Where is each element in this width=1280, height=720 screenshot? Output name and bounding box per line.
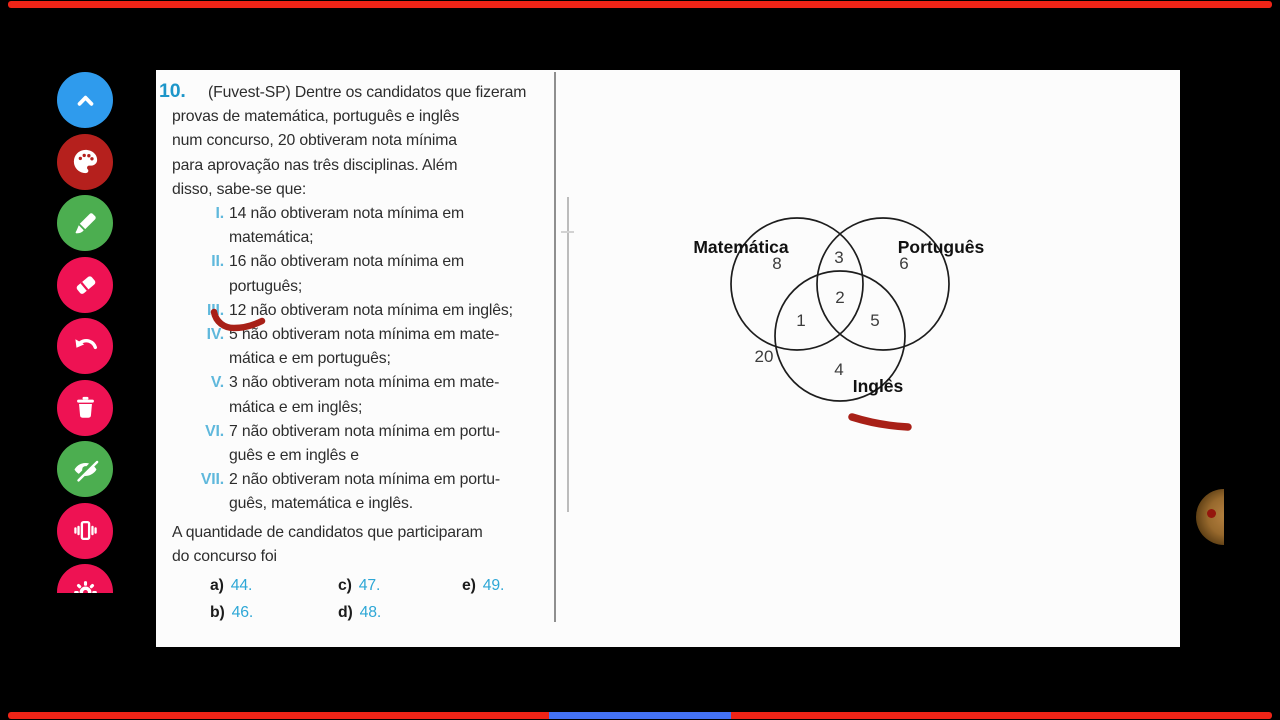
- question-line: A quantidade de candidatos que participaram: [172, 524, 483, 542]
- intro-line: disso, sabe-se que:: [172, 180, 307, 198]
- venn-value-port-ing: 5: [870, 311, 880, 330]
- vibrate-button[interactable]: [57, 503, 113, 559]
- question-line: do concurso foi: [172, 548, 277, 566]
- item-numeral: I.: [215, 205, 224, 223]
- red-pen-mark-ingles: [852, 417, 908, 427]
- brush-tool-button[interactable]: [57, 195, 113, 251]
- intro-line: para aprovação nas três disciplinas. Além: [172, 156, 458, 174]
- undo-icon: [70, 331, 101, 362]
- eraser-icon: [70, 269, 101, 300]
- item-numeral: IV.: [206, 326, 224, 344]
- item-line: guês e em inglês e: [229, 447, 359, 465]
- settings-button-clipped: [57, 564, 113, 593]
- venn-value-mat-ing: 1: [796, 311, 806, 330]
- item-line: 3 não obtiveram nota mínima em mate-: [229, 374, 500, 392]
- option-d: d) 48.: [338, 604, 382, 622]
- venn-value-ing-only: 4: [834, 360, 844, 379]
- option-b: b) 46.: [210, 604, 254, 622]
- item-line: 7 não obtiveram nota mínima em portu-: [229, 422, 501, 440]
- item-numeral: III.: [207, 301, 224, 319]
- item-line: 14 não obtiveram nota mínima em: [229, 205, 465, 223]
- delete-annotations-button[interactable]: [57, 380, 113, 436]
- item-line: matemática;: [229, 229, 314, 247]
- venn-diagram: [156, 70, 1180, 647]
- venn-label-ingles: Inglês: [852, 376, 904, 396]
- chevron-up-icon: [70, 85, 101, 116]
- trash-icon: [70, 392, 101, 423]
- problem-number: 10.: [159, 80, 186, 102]
- undo-button[interactable]: [57, 318, 113, 374]
- venn-value-center: 2: [835, 288, 845, 307]
- option-a: a) 44.: [210, 576, 253, 594]
- hide-annotations-button[interactable]: [57, 441, 113, 497]
- document-page: [156, 70, 1180, 647]
- settings-button[interactable]: [57, 564, 113, 593]
- item-line: mática e em inglês;: [229, 398, 363, 416]
- item-numeral: V.: [210, 374, 224, 392]
- venn-value-outside: 20: [754, 347, 774, 366]
- color-palette-button[interactable]: [57, 134, 113, 190]
- item-numeral: VII.: [200, 471, 224, 489]
- collapse-toolbar-button[interactable]: [57, 72, 113, 128]
- intro-line: num concurso, 20 obtiveram nota mínima: [172, 132, 457, 150]
- vibrate-phone-icon: [70, 515, 101, 546]
- palette-icon: [70, 146, 101, 177]
- item-line: 12 não obtiveram nota mínima em inglês;: [229, 301, 513, 319]
- floating-action-button[interactable]: [1196, 489, 1252, 545]
- item-numeral: II.: [211, 253, 224, 271]
- item-line: 2 não obtiveram nota mínima em portu-: [229, 471, 501, 489]
- bottom-scrubber-bar[interactable]: [8, 712, 1272, 719]
- item-numeral: VI.: [205, 422, 224, 440]
- intro-line: provas de matemática, português e inglês: [172, 108, 460, 126]
- scrubber-blue-segment: [549, 712, 731, 719]
- top-record-bar: [8, 1, 1272, 8]
- brush-icon: [70, 208, 101, 239]
- item-line: 5 não obtiveram nota mínima em mate-: [229, 326, 500, 344]
- option-e: e) 49.: [462, 576, 505, 594]
- item-line: mática e em português;: [229, 350, 391, 368]
- item-line: 16 não obtiveram nota mínima em: [229, 253, 465, 271]
- option-c: c) 47.: [338, 576, 381, 594]
- red-pen-mark-item-iii: [214, 312, 262, 328]
- venn-value-mat-only: 8: [772, 254, 782, 273]
- intro-line: (Fuvest-SP) Dentre os candidatos que fizeram: [208, 84, 527, 101]
- item-line: guês, matemática e inglês.: [229, 495, 414, 513]
- item-line: português;: [229, 277, 303, 295]
- eraser-tool-button[interactable]: [57, 257, 113, 313]
- venn-label-portugues: Português: [897, 237, 985, 257]
- eye-off-icon: [70, 454, 101, 485]
- venn-value-port-only: 6: [899, 254, 909, 273]
- record-dot-icon: [1207, 509, 1216, 518]
- gear-icon: [70, 577, 101, 594]
- venn-label-matematica: Matemática: [693, 237, 789, 257]
- venn-value-mat-port: 3: [834, 248, 844, 267]
